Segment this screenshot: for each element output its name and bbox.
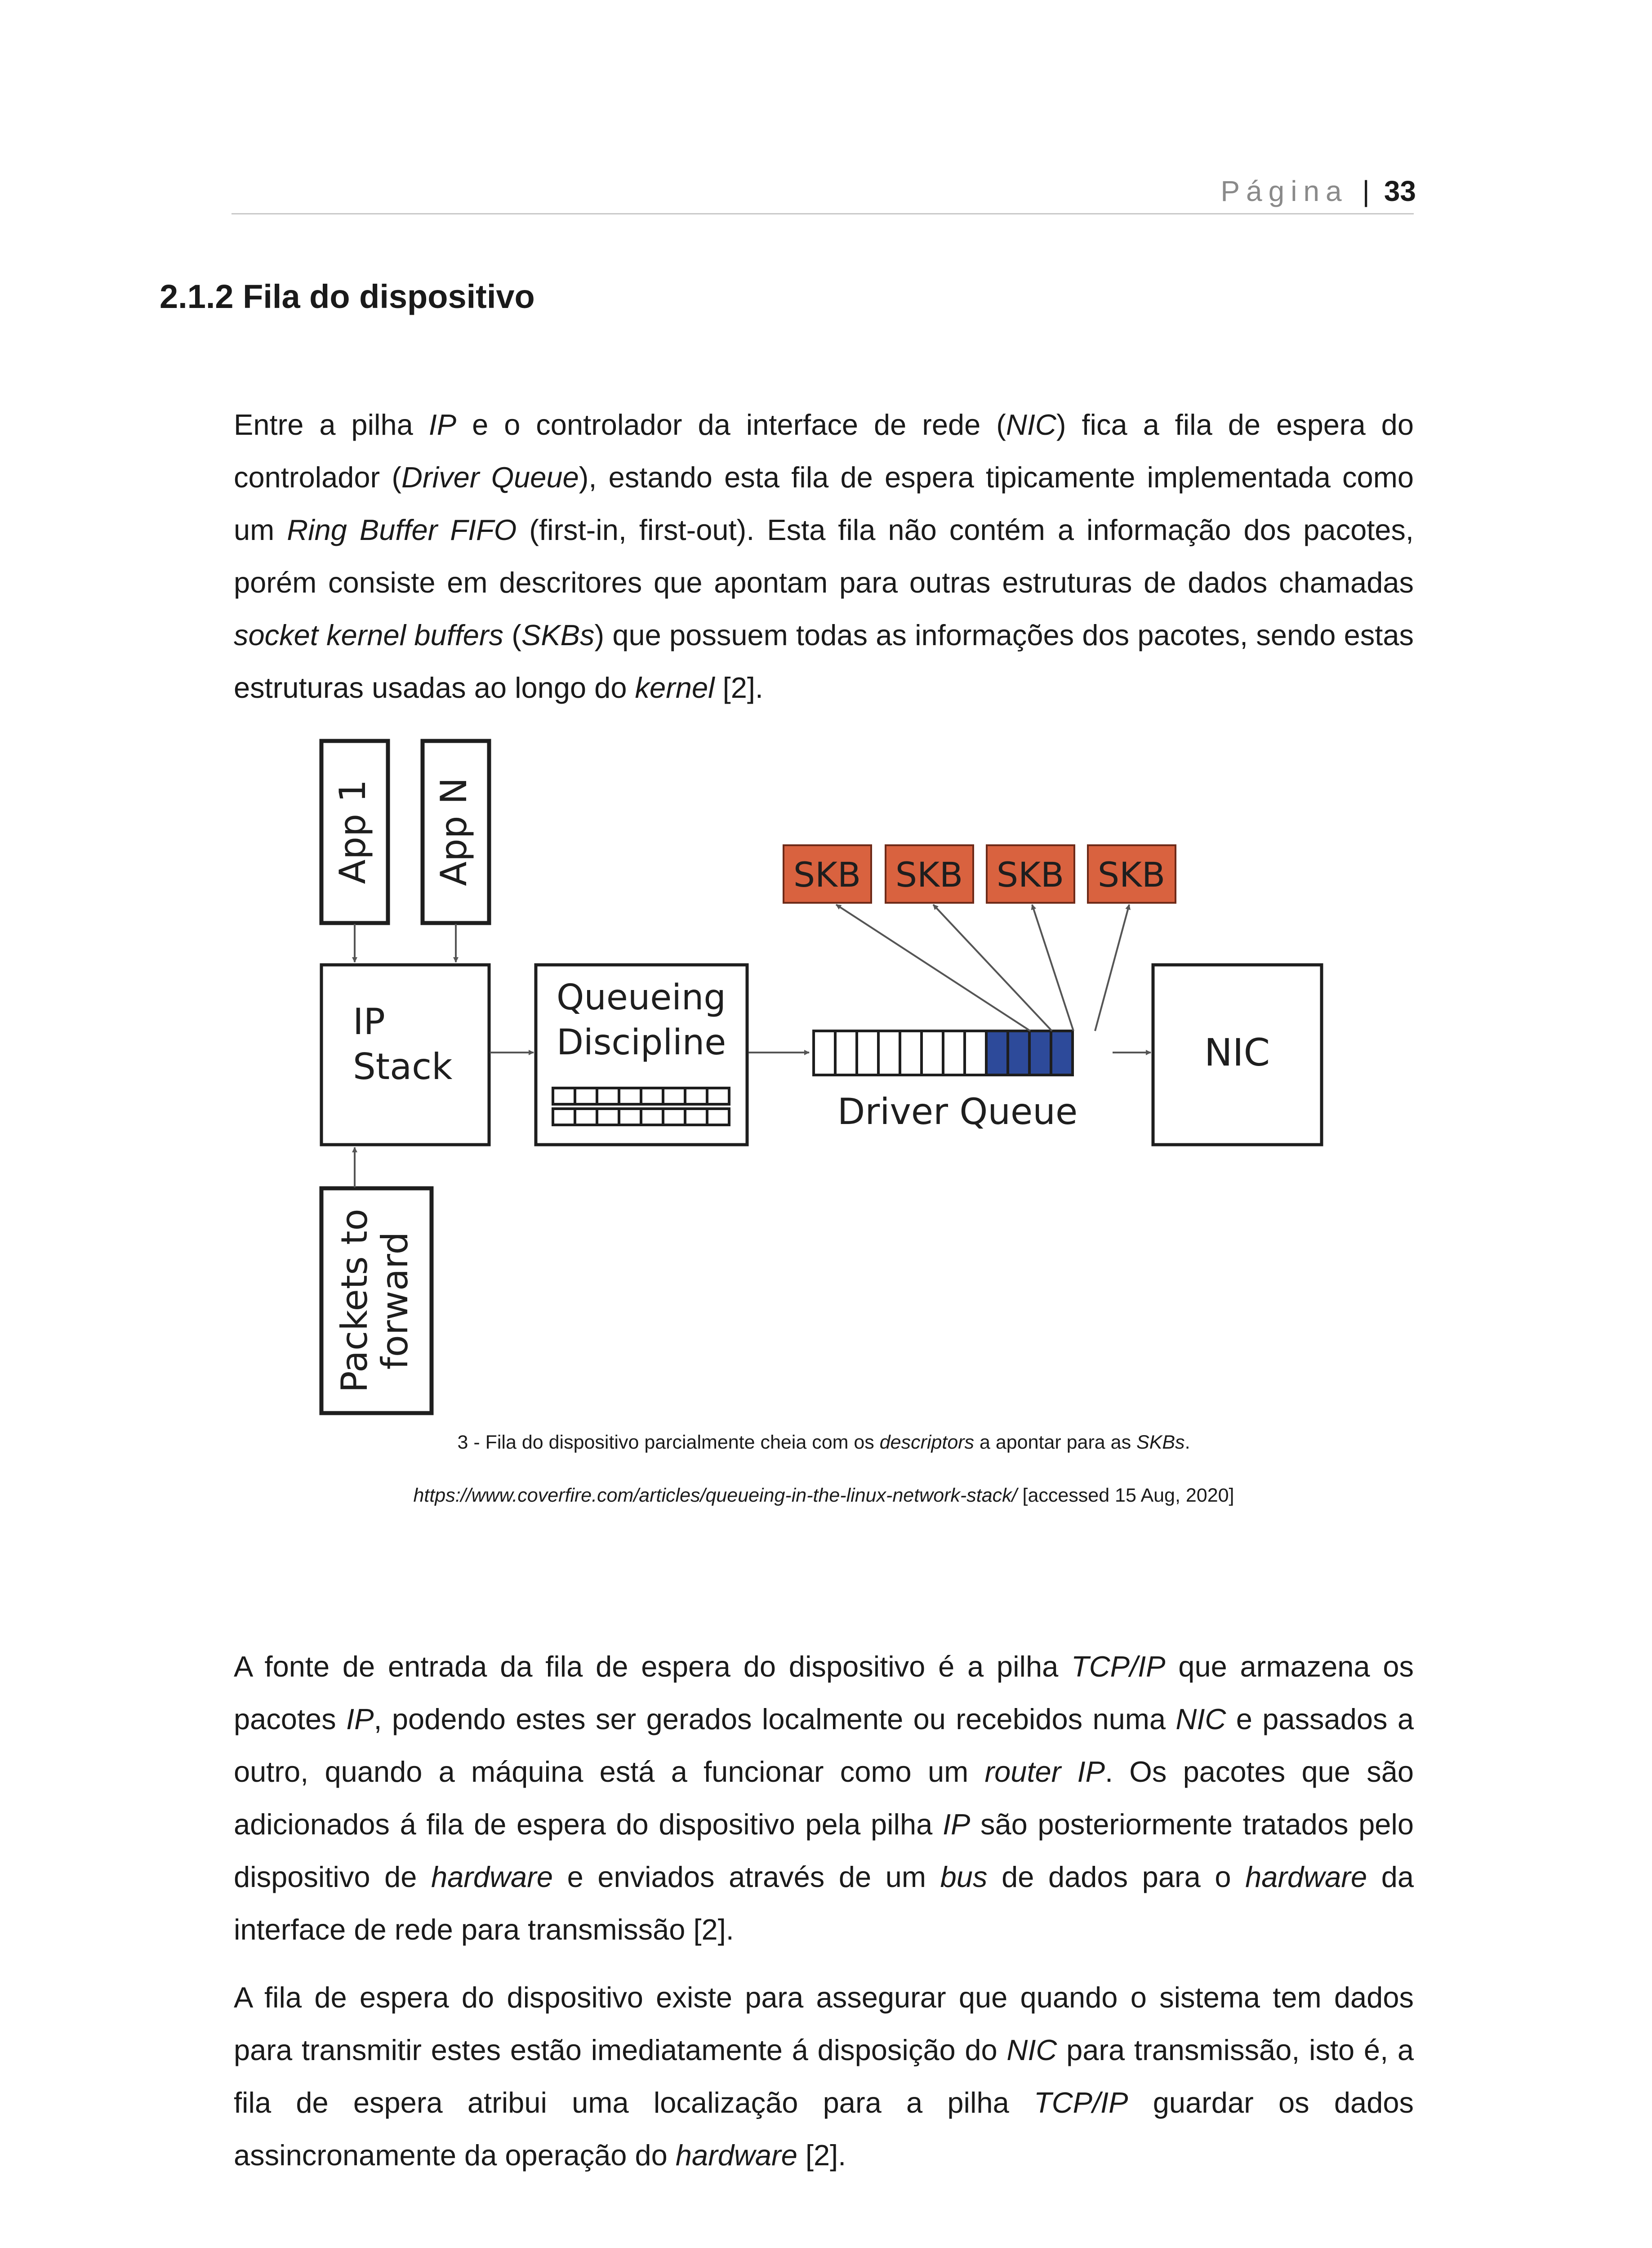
- text-run: e o controlador da interface de rede (: [456, 408, 1006, 441]
- text-run: Entre a pilha: [234, 408, 429, 441]
- italic-term: Ring Buffer FIFO: [287, 513, 517, 546]
- text-run: . Os pacotes que são adicionados á fila de espera do dispositivo pela pilha: [234, 1755, 1414, 1841]
- italic-term: descriptors: [879, 1432, 975, 1453]
- qdisc-slot: [663, 1088, 685, 1104]
- qdisc-slot: [707, 1109, 729, 1125]
- text-run: [2].: [797, 2139, 846, 2172]
- qdisc-slot: [641, 1088, 663, 1104]
- italic-term: hardware: [675, 2139, 797, 2172]
- text-run: ) que possuem todas as informações dos pacotes, sendo estas estruturas usadas ao longo do: [234, 619, 1414, 704]
- text-run: guardar os dados assincronamente da operação do: [234, 2086, 1414, 2172]
- driver-queue-empty-slot: [878, 1031, 900, 1075]
- italic-term: hardware: [431, 1860, 553, 1893]
- text-run: (: [503, 619, 521, 651]
- packets-to-forward-label-line2: forward: [374, 1231, 416, 1370]
- pointer-descriptor-2: [933, 905, 1052, 1031]
- text-run: [2].: [714, 671, 763, 704]
- figure-source: [234, 1482, 1414, 1509]
- italic-term: NIC: [1006, 408, 1056, 441]
- italic-term: SKBs: [1136, 1432, 1185, 1453]
- italic-term: hardware: [1245, 1860, 1367, 1893]
- text-run: .: [1184, 1432, 1190, 1453]
- queueing-discipline-label-line1: Queueing: [557, 977, 726, 1018]
- text-run: [accessed 15 Aug, 2020]: [1017, 1485, 1234, 1506]
- qdisc-slot: [575, 1109, 597, 1125]
- page-separator: |: [1362, 175, 1370, 207]
- app1-label: App 1: [332, 779, 374, 884]
- driver-queue-descriptor-slot: [1029, 1031, 1051, 1075]
- packets-to-forward-label-line1: Packets to: [334, 1209, 375, 1393]
- text-run: que armazena os pacotes: [234, 1650, 1414, 1735]
- text-run: e enviados através de um: [552, 1860, 940, 1893]
- qdisc-slot: [641, 1109, 663, 1125]
- pointer-descriptor-1: [836, 905, 1030, 1031]
- italic-term: NIC: [1006, 2034, 1057, 2066]
- qdisc-slot: [553, 1088, 575, 1104]
- qdisc-slot: [553, 1109, 575, 1125]
- page-word: Página: [1220, 175, 1348, 207]
- section-title: 2.1.2 Fila do dispositivo: [160, 278, 535, 315]
- pointer-descriptor-4: [1095, 905, 1129, 1031]
- text-run: são posteriormente tratados pelo dispositivo de: [234, 1808, 1414, 1893]
- italic-term: IP: [346, 1703, 374, 1735]
- driver-queue-empty-slot: [922, 1031, 943, 1075]
- italic-term: router IP: [984, 1755, 1105, 1788]
- italic-term: NIC: [1176, 1703, 1226, 1735]
- text-run: a apontar para as: [974, 1432, 1137, 1453]
- text-run: da interface de rede para transmissão [2].: [234, 1860, 1414, 1946]
- text-run: ), estando esta fila de espera tipicamente implementada como um: [234, 461, 1414, 546]
- driver-queue-empty-slot: [943, 1031, 965, 1075]
- italic-term: Driver Queue: [401, 461, 579, 494]
- italic-term: socket kernel buffers: [234, 619, 504, 651]
- qdisc-slot: [597, 1109, 619, 1125]
- skb-label-1: SKB: [793, 855, 861, 895]
- qdisc-slot: [685, 1109, 707, 1125]
- text-run: ) fica a fila de espera do controlador (: [234, 408, 1414, 494]
- paragraph-3: [234, 1971, 1414, 2181]
- text-run: e passados a outro, quando a máquina está a funcionar como um: [234, 1703, 1414, 1788]
- skb-label-3: SKB: [996, 855, 1064, 895]
- qdisc-slot: [663, 1109, 685, 1125]
- driver-queue-empty-slot: [965, 1031, 986, 1075]
- driver-queue-empty-slot: [900, 1031, 922, 1075]
- text-run: (first-in, first-out). Esta fila não contém a informação dos pacotes, porém consiste em descritores que apontam para outras estruturas de dados chamadas: [234, 513, 1414, 599]
- nic-label: NIC: [1204, 1030, 1270, 1075]
- text-run: , podendo estes ser gerados localmente ou recebidos numa: [374, 1703, 1176, 1735]
- qdisc-slot: [575, 1088, 597, 1104]
- italic-term: kernel: [635, 671, 715, 704]
- queueing-discipline-label-line2: Discipline: [557, 1022, 726, 1063]
- page-number: 33: [1384, 175, 1416, 207]
- text-run: A fonte de entrada da fila de espera do dispositivo é a pilha: [234, 1650, 1072, 1683]
- italic-term: IP: [428, 408, 457, 441]
- qdisc-slot: [685, 1088, 707, 1104]
- figure-caption: [234, 1429, 1414, 1456]
- driver-queue-descriptor-slot: [986, 1031, 1008, 1075]
- driver-queue-empty-slot: [814, 1031, 835, 1075]
- italic-term: TCP/IP: [1033, 2086, 1128, 2119]
- ip-stack-label-line1: IP: [353, 1001, 385, 1043]
- driver-queue-ring: [814, 1031, 1073, 1075]
- appN-label: App N: [433, 777, 475, 886]
- qdisc-slot: [619, 1109, 641, 1125]
- qdisc-slot: [707, 1088, 729, 1104]
- driver-queue-descriptor-slot: [1051, 1031, 1073, 1075]
- ip-stack-label-line2: Stack: [353, 1046, 453, 1088]
- qdisc-slot: [619, 1088, 641, 1104]
- driver-queue-descriptor-slot: [1008, 1031, 1029, 1075]
- driver-queue-empty-slot: [835, 1031, 857, 1075]
- text-run: para transmissão, isto é, a fila de espera atribui uma localização para a pilha: [234, 2034, 1414, 2119]
- driver-queue-label: Driver Queue: [837, 1091, 1078, 1133]
- qdisc-slot: [597, 1088, 619, 1104]
- italic-term: TCP/IP: [1071, 1650, 1166, 1683]
- text-run: A fila de espera do dispositivo existe para assegurar que quando o sistema tem dados para transmitir estes estão imediatamente á disposição do: [234, 1981, 1414, 2066]
- paragraph-2: [234, 1640, 1414, 1956]
- driver-queue-empty-slot: [857, 1031, 878, 1075]
- italic-term: IP: [942, 1808, 971, 1841]
- italic-term: https://www.coverfire.com/articles/queueing-in-the-linux-network-stack/: [413, 1485, 1017, 1506]
- italic-term: bus: [940, 1860, 988, 1893]
- italic-term: SKBs: [521, 619, 595, 651]
- text-run: 3 - Fila do dispositivo parcialmente cheia com os: [457, 1432, 880, 1453]
- skb-label-2: SKB: [895, 855, 963, 895]
- pointer-descriptor-3: [1032, 905, 1073, 1031]
- text-run: de dados para o: [987, 1860, 1246, 1893]
- skb-label-4: SKB: [1097, 855, 1166, 895]
